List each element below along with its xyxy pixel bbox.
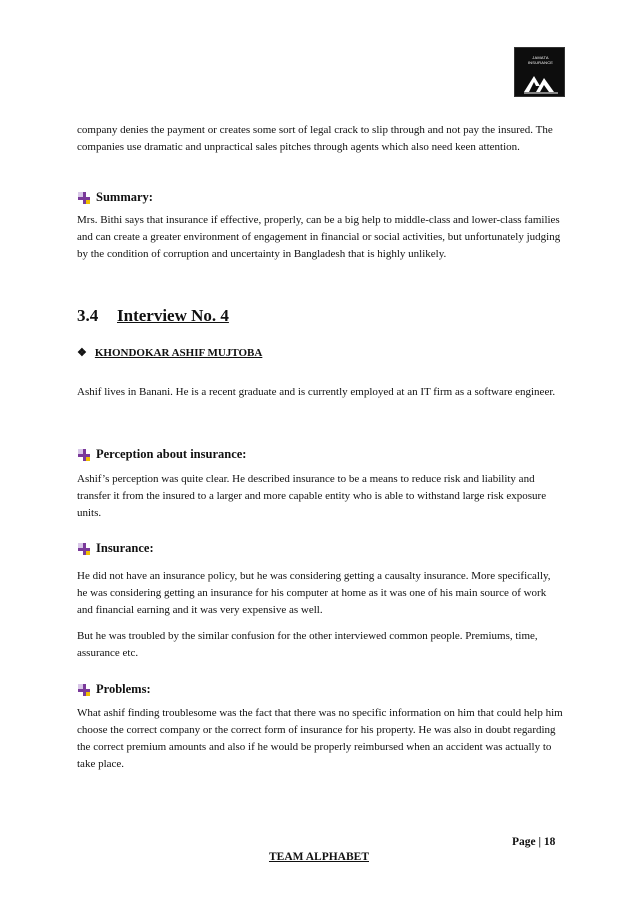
- bio-paragraph: Ashif lives in Banani. He is a recent graduate and is currently employed at an IT firm as a software engineer.: [77, 386, 556, 398]
- summary-heading: [77, 190, 153, 205]
- insurance-heading-text: Insurance:: [96, 541, 154, 555]
- logo-text: [515, 55, 566, 65]
- page-number: Page | 18: [512, 836, 556, 848]
- mountain-logo-icon: [524, 70, 558, 94]
- bullet-icon: [77, 542, 91, 556]
- insurance-text-2: But he was troubled by the similar confusion for the other interviewed common people. Premiums, time, assurance etc.: [77, 630, 538, 659]
- perception-heading-text: Perception about insurance:: [96, 447, 247, 461]
- perception-text: Ashif’s perception was quite clear. He described insurance to be a means to reduce risk and liability and transfer it from the insured to a larger and more capable entity who is able to withstand large risk exposure units.: [77, 473, 547, 519]
- section-title: [77, 306, 229, 326]
- bullet-icon: [77, 683, 91, 697]
- logo-line-2: INSURANCE: [527, 60, 554, 65]
- insurance-text-1: He did not have an insurance policy, but he was considering getting a causalty insurance. More specifically, he was considering getting an insurance for his computer at home as it was one of his main source of work and financial earning and it was very expensive as well.: [77, 570, 551, 616]
- problems-heading-text: Problems:: [96, 682, 151, 696]
- interviewee-name: KHONDOKAR ASHIF MUJTOBA: [94, 346, 263, 359]
- problems-heading: [77, 682, 151, 697]
- bullet-icon: [77, 448, 91, 462]
- company-logo: [514, 47, 565, 97]
- summary-heading-text: Summary:: [96, 190, 153, 204]
- intro-paragraph: company denies the payment or creates some sort of legal crack to slip through and not pay the insured. The companies use dramatic and unpractical sales pitches through agents which also need keen attention.: [77, 124, 553, 153]
- bullet-icon: [77, 191, 91, 205]
- diamond-bullet-icon: ❖: [77, 347, 87, 359]
- problems-text: What ashif finding troublesome was the fact that there was no specific information on him that could help him choose the correct company or the correct form of insurance for his property. He was also in doubt regarding the correct premium amounts and also if he would be properly reimbursed when an accident was actually to take place.: [77, 707, 563, 770]
- footer-team-name: TEAM ALPHABET: [268, 851, 369, 863]
- section-number: 3.4: [77, 306, 99, 325]
- section-title-text: Interview No. 4: [117, 306, 229, 325]
- interviewee: [77, 346, 262, 359]
- summary-text: Mrs. Bithi says that insurance if effective, properly, can be a big help to middle-class and lower-class families and can create a greater environment of engagement in financial or social activities, but unfortunately judging by the condition of corruption and uncertainty in Bangladesh that is highly unlikely.: [77, 214, 561, 260]
- logo-line-1: JAMATA: [532, 55, 549, 60]
- insurance-heading: [77, 541, 154, 556]
- perception-heading: [77, 447, 246, 462]
